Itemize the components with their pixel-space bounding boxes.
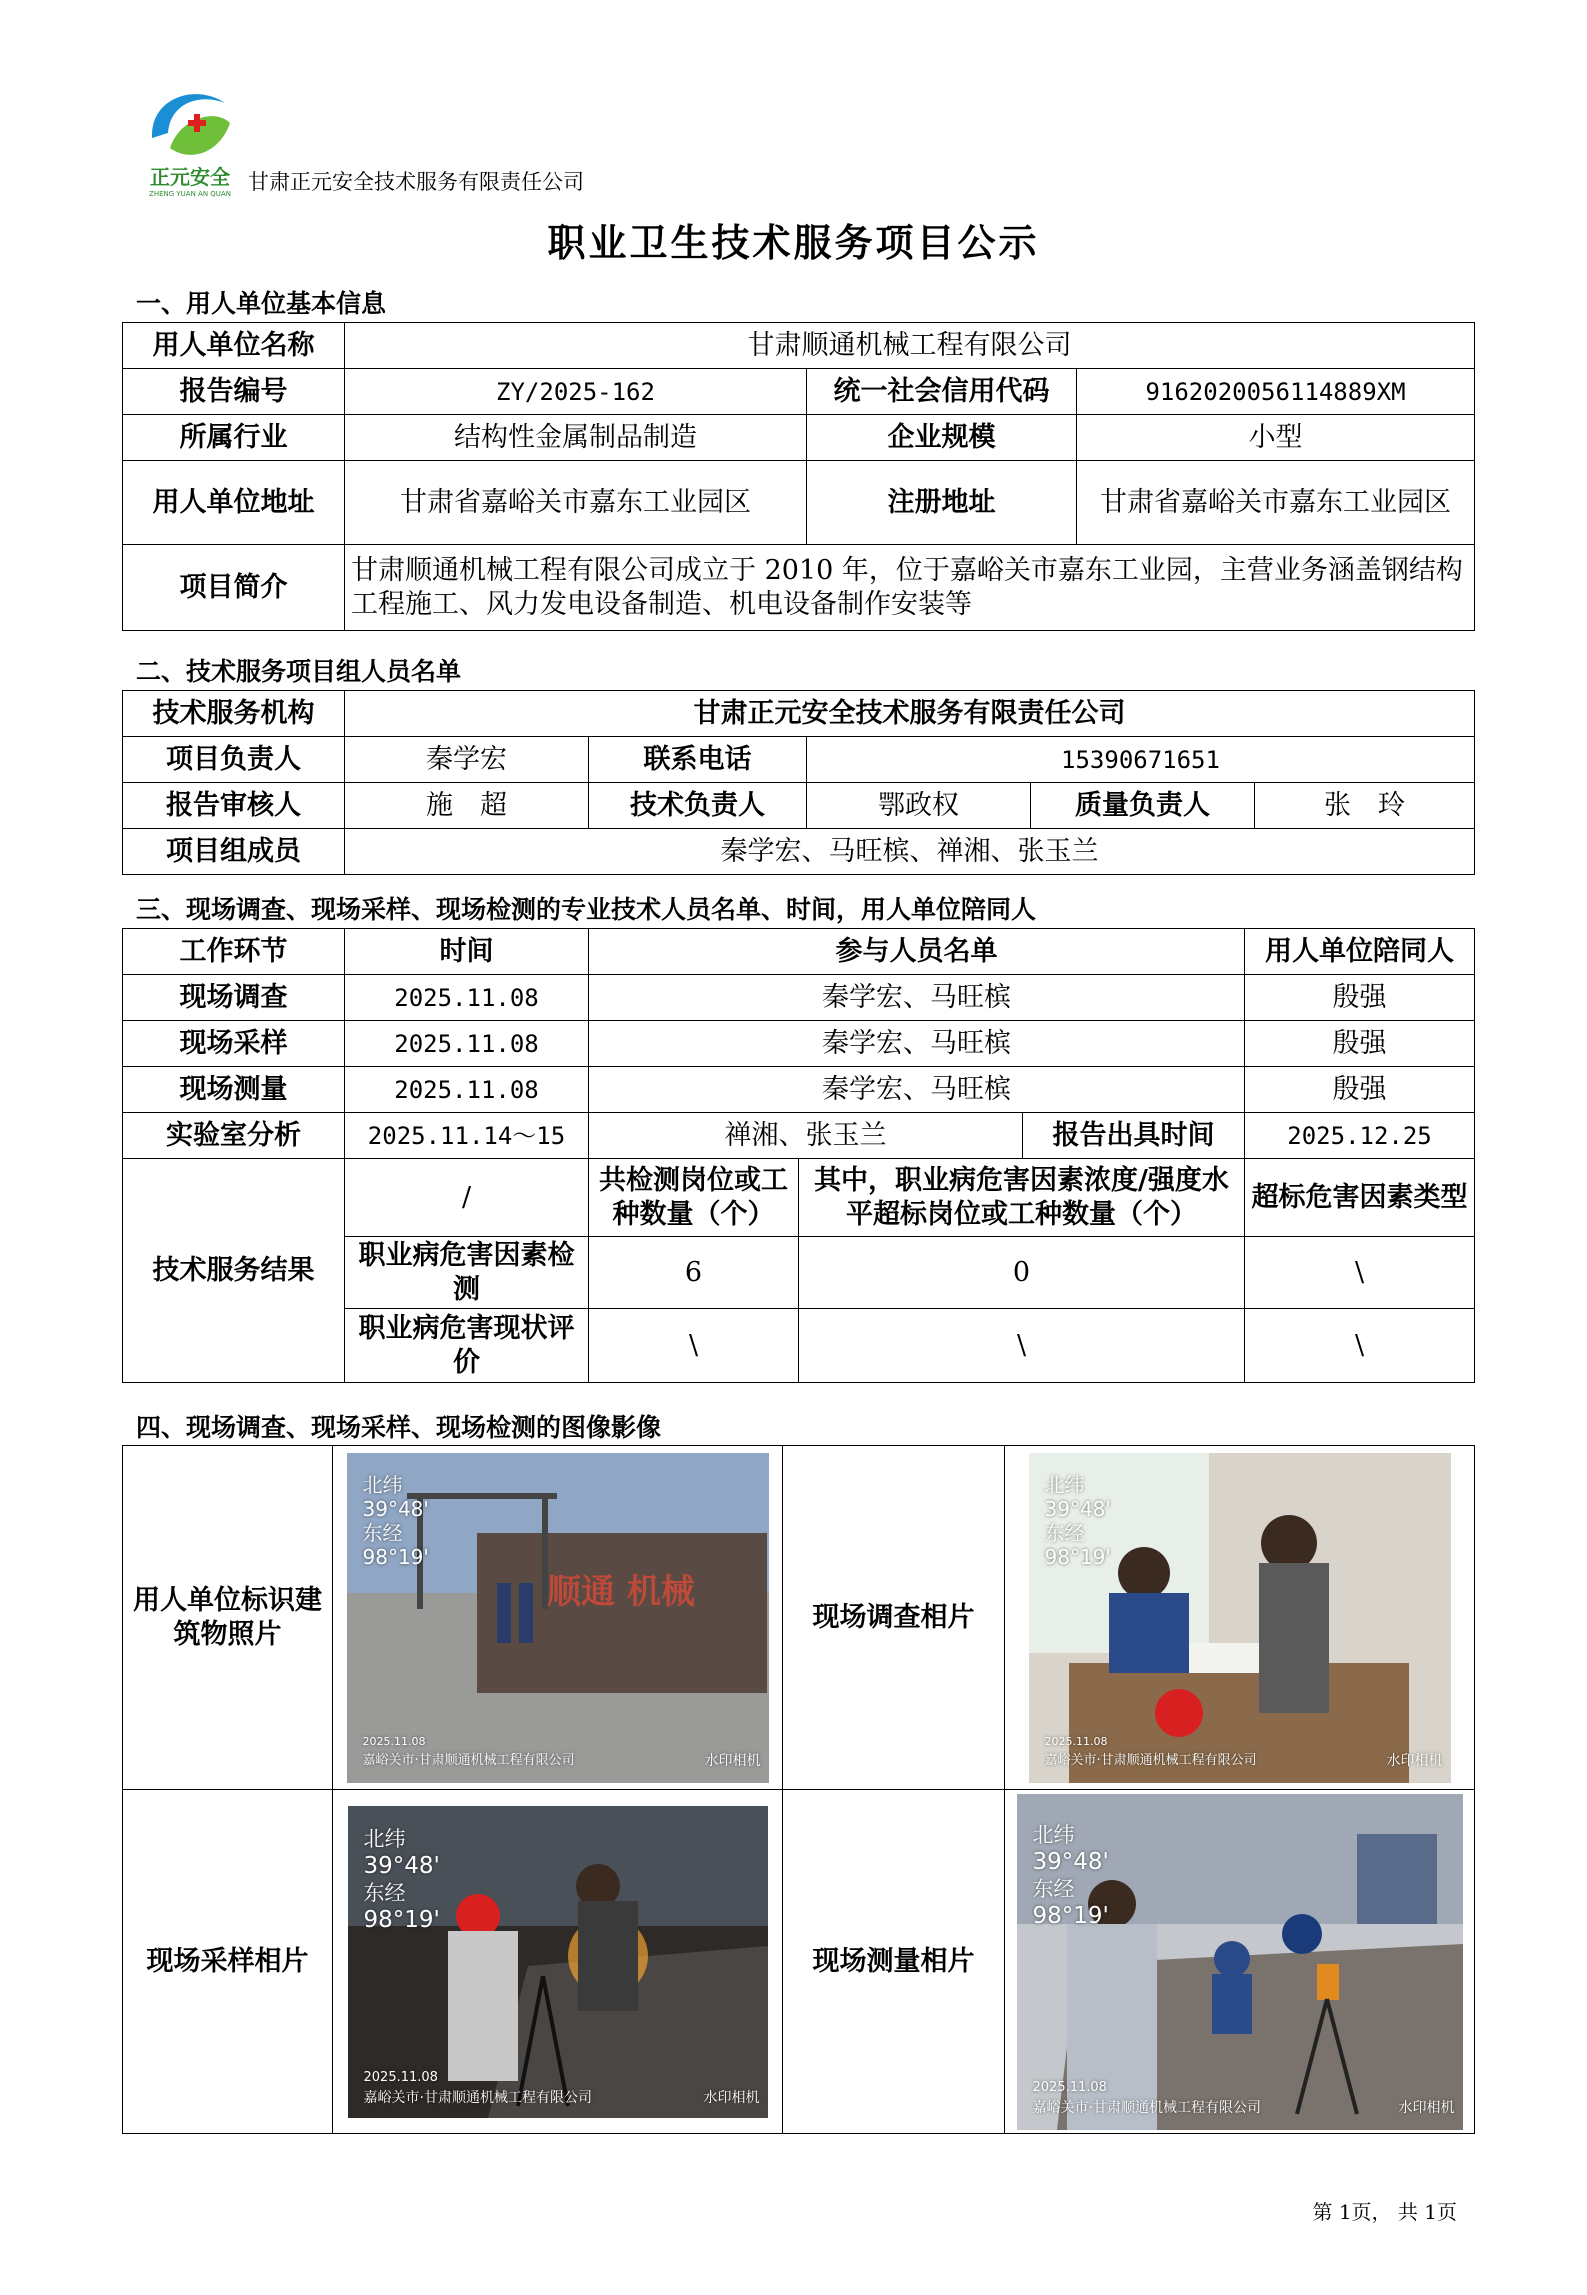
photo1-label: 用人单位标识建筑物照片 [123, 1446, 333, 1790]
photo-date: 2025.11.08 [363, 2069, 438, 2085]
watermark: 水印相机 [703, 2089, 760, 2106]
lat-label: 北纬 [362, 1472, 403, 1497]
col-escort: 用人单位陪同人 [1245, 929, 1475, 975]
svg-text:正元安全: 正元安全 [150, 165, 230, 189]
label-org: 技术服务机构 [123, 691, 345, 737]
results-row1-c1: 6 [589, 1237, 799, 1309]
lat-value: 39°48' [363, 1852, 440, 1879]
label-tech: 技术负责人 [589, 783, 807, 829]
results-row1-label: 职业病危害因素检测 [345, 1237, 589, 1309]
reviewer: 施 超 [345, 783, 589, 829]
photo3-label: 现场采样相片 [123, 1790, 333, 2134]
lon-value: 98°19' [362, 1544, 429, 1569]
company-logo [140, 78, 240, 198]
escort: 殷强 [1245, 1067, 1475, 1113]
people: 秦学宏、马旺槟 [589, 975, 1245, 1021]
label-members: 项目组成员 [123, 829, 345, 875]
work-table [122, 928, 1475, 1383]
sampling-photo [348, 1806, 768, 2118]
label-credit-code: 统一社会信用代码 [807, 369, 1077, 415]
escort: 殷强 [1245, 1021, 1475, 1067]
watermark: 水印相机 [704, 1752, 761, 1769]
results-row2-c3: \ [1245, 1309, 1475, 1383]
lat-label: 北纬 [1032, 1822, 1075, 1847]
date: 2025.11.08 [345, 1021, 589, 1067]
label-report-no: 报告编号 [123, 369, 345, 415]
results-row2-c1: \ [589, 1309, 799, 1383]
lon-value: 98°19' [363, 1906, 440, 1933]
results-col1: 共检测岗位或工种数量（个） [589, 1159, 799, 1237]
report-no: ZY/2025-162 [345, 369, 807, 415]
label-address: 用人单位地址 [123, 461, 345, 545]
issue-date: 2025.12.25 [1245, 1113, 1475, 1159]
watermark: 水印相机 [1386, 1752, 1443, 1769]
results-col2: 其中，职业病危害因素浓度/强度水平超标岗位或工种数量（个） [799, 1159, 1245, 1237]
page-number: 第 1页， 共 1页 [1312, 2200, 1457, 2224]
escort: 殷强 [1245, 975, 1475, 1021]
tech-lead: 鄂政权 [807, 783, 1031, 829]
basic-info-table [122, 322, 1475, 631]
reg-address: 甘肃省嘉峪关市嘉东工业园区 [1077, 461, 1475, 545]
photo2-label: 现场调查相片 [783, 1446, 1005, 1790]
lat-label: 北纬 [1044, 1472, 1085, 1497]
lon-value: 98°19' [1032, 1902, 1109, 1929]
label-reviewer: 报告审核人 [123, 783, 345, 829]
lon-label: 东经 [362, 1520, 403, 1545]
lab-people: 禅湘、张玉兰 [589, 1113, 1023, 1159]
label-results: 技术服务结果 [123, 1159, 345, 1383]
label-intro: 项目简介 [123, 545, 345, 631]
photo-date: 2025.11.08 [362, 1734, 426, 1748]
members: 秦学宏、马旺槟、禅湘、张玉兰 [345, 829, 1475, 875]
label-reg-address: 注册地址 [807, 461, 1077, 545]
company-name-header: 甘肃正元安全技术服务有限责任公司 [248, 170, 584, 194]
section-1-title: 一、用人单位基本信息 [136, 289, 387, 318]
photo-cell [333, 1446, 783, 1790]
scale: 小型 [1077, 415, 1475, 461]
photo-place: 嘉峪关市·甘肃顺通机械工程有限公司 [1044, 1752, 1257, 1768]
page-header [140, 78, 840, 198]
quality-lead: 张 玲 [1255, 783, 1475, 829]
survey-photo [1029, 1453, 1451, 1783]
photo-cell [1005, 1446, 1475, 1790]
col-step: 工作环节 [123, 929, 345, 975]
lon-value: 98°19' [1044, 1544, 1111, 1569]
section-3-title: 三、现场调查、现场采样、现场检测的专业技术人员名单、时间，用人单位陪同人 [136, 895, 1037, 924]
step: 现场调查 [123, 975, 345, 1021]
industry: 结构性金属制品制造 [345, 415, 807, 461]
results-col3: 超标危害因素类型 [1245, 1159, 1475, 1237]
label-industry: 所属行业 [123, 415, 345, 461]
label-leader: 项目负责人 [123, 737, 345, 783]
photo-cell [333, 1790, 783, 2134]
photo-place: 嘉峪关市·甘肃顺通机械工程有限公司 [362, 1752, 575, 1768]
project-intro: 甘肃顺通机械工程有限公司成立于 2010 年，位于嘉峪关市嘉东工业园，主营业务涵盖钢结构工程施工、风力发电设备制造、机电设备制作安装等 [345, 545, 1475, 631]
results-row2-label: 职业病危害现状评价 [345, 1309, 589, 1383]
lab-date: 2025.11.14～15 [345, 1113, 589, 1159]
building-photo [347, 1453, 769, 1783]
photo4-label: 现场测量相片 [783, 1790, 1005, 2134]
label-scale: 企业规模 [807, 415, 1077, 461]
step: 现场测量 [123, 1067, 345, 1113]
lat-value: 39°48' [1044, 1496, 1111, 1521]
phone: 15390671651 [807, 737, 1475, 783]
label-phone: 联系电话 [589, 737, 807, 783]
label-lab: 实验室分析 [123, 1113, 345, 1159]
lat-value: 39°48' [1032, 1848, 1109, 1875]
table-row [123, 1067, 1475, 1113]
section-2-title: 二、技术服务项目组人员名单 [136, 657, 462, 686]
section-4-title: 四、现场调查、现场采样、现场检测的图像影像 [136, 1413, 662, 1442]
unit-name: 甘肃顺通机械工程有限公司 [345, 323, 1475, 369]
leader: 秦学宏 [345, 737, 589, 783]
people: 秦学宏、马旺槟 [589, 1067, 1245, 1113]
results-slash: / [345, 1159, 589, 1237]
lon-label: 东经 [1032, 1876, 1075, 1901]
table-row [123, 975, 1475, 1021]
date: 2025.11.08 [345, 975, 589, 1021]
results-row2-c2: \ [799, 1309, 1245, 1383]
step: 现场采样 [123, 1021, 345, 1067]
photo-cell [1005, 1790, 1475, 2134]
credit-code: 91620200561148​89XM [1077, 369, 1475, 415]
label-quality: 质量负责人 [1031, 783, 1255, 829]
results-row1-c3: \ [1245, 1237, 1475, 1309]
lon-label: 东经 [363, 1880, 406, 1905]
photo-date: 2025.11.08 [1044, 1734, 1108, 1748]
col-people: 参与人员名单 [589, 929, 1245, 975]
label-issue-date: 报告出具时间 [1023, 1113, 1245, 1159]
svg-text:ZHENG YUAN AN QUAN: ZHENG YUAN AN QUAN [149, 190, 231, 198]
lat-value: 39°48' [362, 1496, 429, 1521]
lon-label: 东经 [1044, 1520, 1085, 1545]
document-title: 职业卫生技术服务项目公示 [547, 220, 1040, 265]
service-org: 甘肃正元安全技术服务有限责任公司 [345, 691, 1475, 737]
team-table [122, 690, 1475, 875]
measuring-photo [1017, 1794, 1463, 2130]
col-date: 时间 [345, 929, 589, 975]
photo-date: 2025.11.08 [1032, 2079, 1107, 2095]
svg-text:顺通 机械: 顺通 机械 [546, 1571, 695, 1612]
people: 秦学宏、马旺槟 [589, 1021, 1245, 1067]
label-unit-name: 用人单位名称 [123, 323, 345, 369]
photo-place: 嘉峪关市·甘肃顺通机械工程有限公司 [1032, 2099, 1261, 2116]
results-row1-c2: 0 [799, 1237, 1245, 1309]
photos-table [122, 1445, 1475, 2134]
date: 2025.11.08 [345, 1067, 589, 1113]
watermark: 水印相机 [1398, 2099, 1455, 2116]
address: 甘肃省嘉峪关市嘉东工业园区 [345, 461, 807, 545]
photo-place: 嘉峪关市·甘肃顺通机械工程有限公司 [363, 2089, 592, 2106]
table-row [123, 1021, 1475, 1067]
lat-label: 北纬 [363, 1826, 406, 1851]
